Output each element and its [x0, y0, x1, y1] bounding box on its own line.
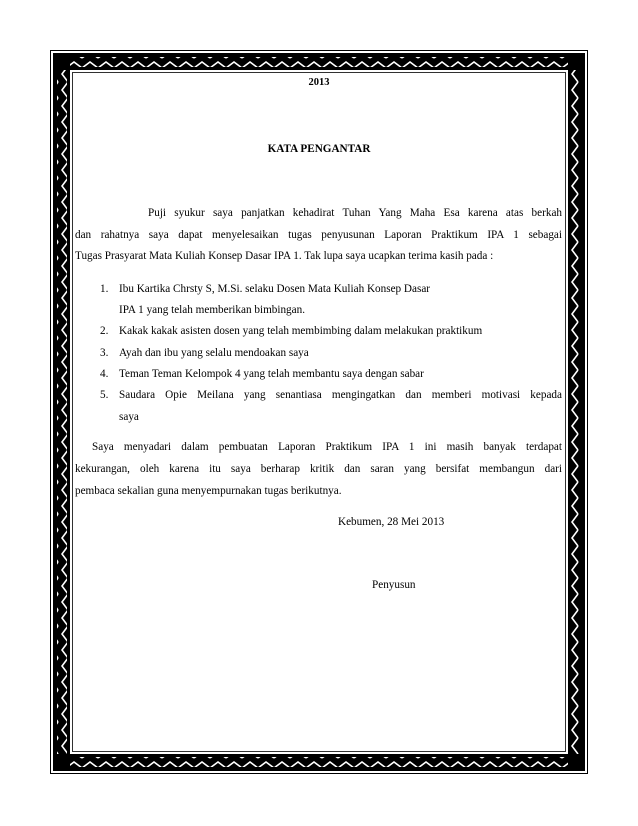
list-item-number: 4.	[100, 368, 109, 380]
closing-line: pembaca sekalian guna menyempurnakan tugas berikutnya.	[75, 485, 342, 497]
list-item-number: 5.	[100, 389, 109, 401]
list-item-text: Ibu Kartika Chrsty S, M.Si. selaku Dosen Mata Kuliah Konsep Dasar	[119, 283, 431, 295]
list-item-number: 3.	[100, 347, 109, 359]
list-item-number: 1.	[100, 283, 109, 295]
document-year: 2013	[308, 77, 330, 88]
intro-line: dan rahatnya saya dapat menyelesaikan tugas penyusunan Laporan Praktikum IPA 1 sebagai	[75, 229, 562, 241]
list-item-text: Teman Teman Kelompok 4 yang telah membantu saya dengan sabar	[119, 368, 424, 380]
list-item-text: saya	[119, 411, 139, 423]
list-item-text: IPA 1 yang telah memberikan bimbingan.	[119, 304, 306, 316]
list-item-number: 2.	[100, 325, 109, 337]
list-item-text: Saudara Opie Meilana yang senantiasa mengingatkan dan memberi motivasi kepada	[119, 389, 562, 401]
closing-line: Saya menyadari dalam pembuatan Laporan Praktikum IPA 1 ini masih banyak terdapat	[92, 441, 562, 453]
intro-line: Tugas Prasyarat Mata Kuliah Konsep Dasar IPA 1. Tak lupa saya ucapkan terima kasih pada :	[75, 250, 494, 262]
page-title: KATA PENGANTAR	[267, 143, 371, 155]
intro-line: Puji syukur saya panjatkan kehadirat Tuhan Yang Maha Esa karena atas berkah	[148, 207, 562, 219]
closing-line: kekurangan, oleh karena itu saya berharap kritik dan saran yang bersifat membangun dari	[75, 463, 562, 475]
list-item-text: Kakak kakak asisten dosen yang telah membimbing dalam melakukan praktikum	[119, 325, 483, 337]
author-signature: Penyusun	[372, 579, 416, 591]
list-item-text: Ayah dan ibu yang selalu mendoakan saya	[119, 347, 309, 359]
place-date: Kebumen, 28 Mei 2013	[338, 516, 445, 528]
